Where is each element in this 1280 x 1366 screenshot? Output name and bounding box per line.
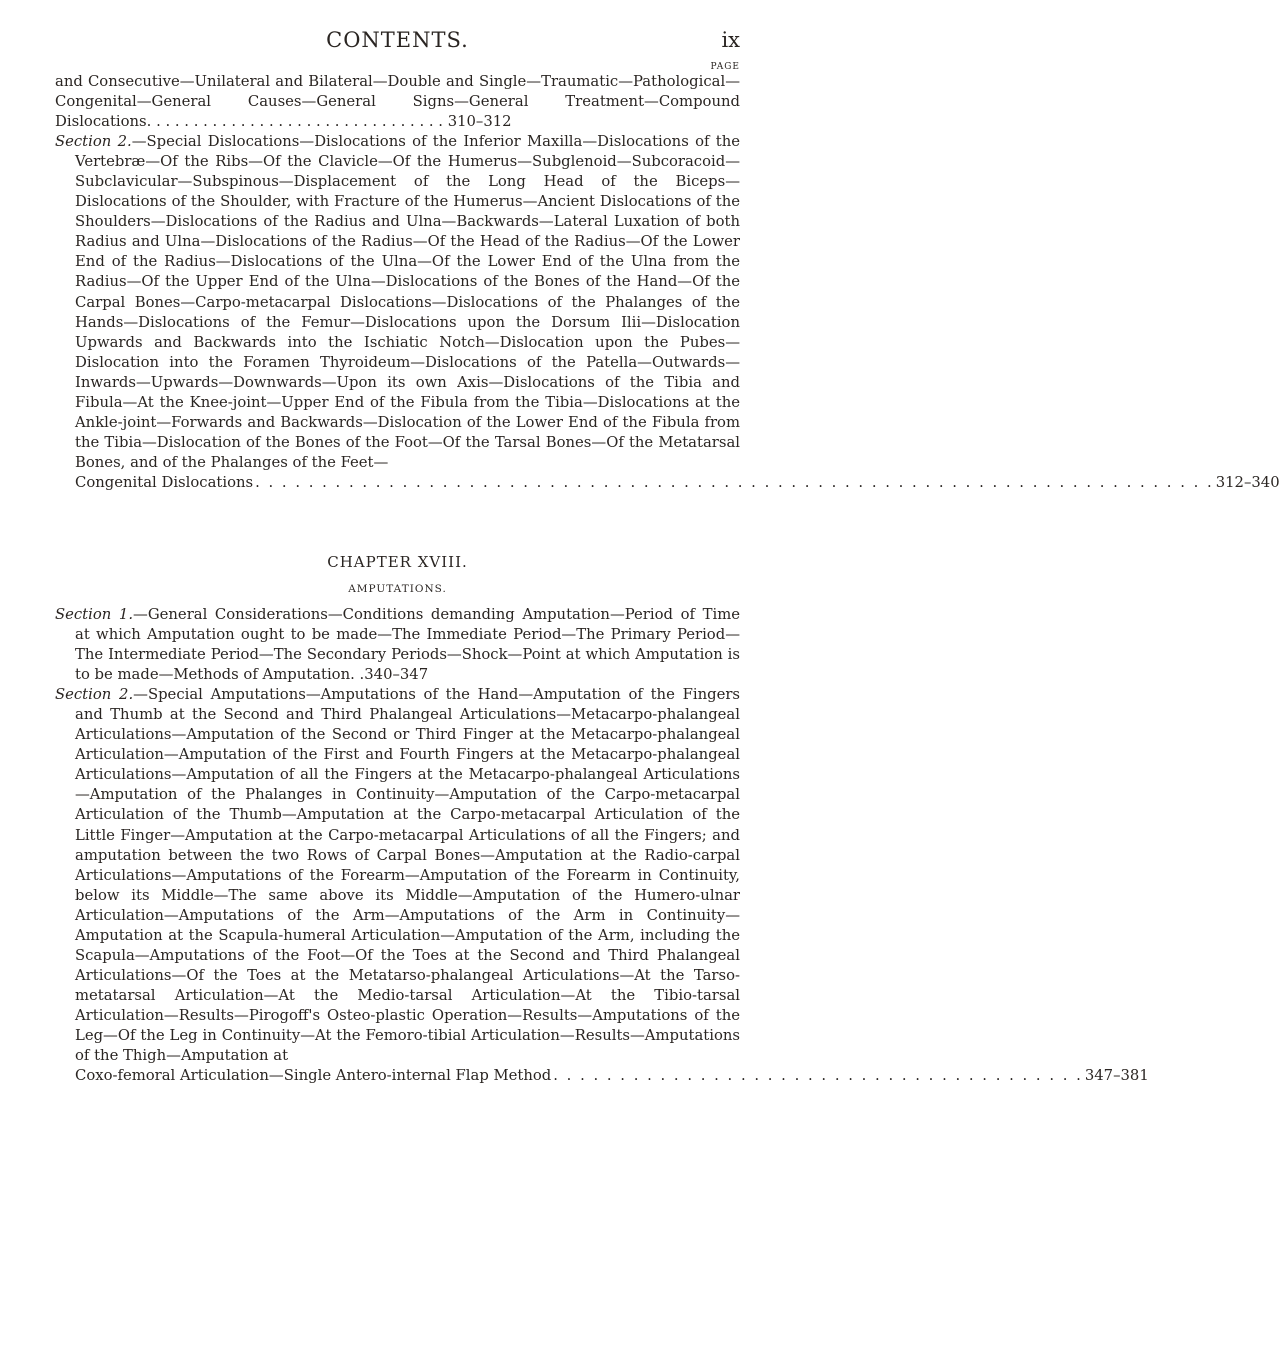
page-column-label: PAGE (710, 62, 740, 72)
running-head (55, 28, 740, 58)
page-range: 310–312 (447, 113, 512, 131)
chapter-heading: CHAPTER XVIII. (327, 552, 468, 571)
dot-leader: . . . . . . . . . . . . . . . . . . . . . . . . . . . . . . . . (146, 113, 448, 131)
entry-text: —Special Amputations—Amputations of the Hand—Amputation of the Fingers and Thumb at the Second and Third Phalangeal Articulations—Metacarpo-phalangeal Articulations—Amputation of the Second or Third Finger at the Metacarpo-phalangeal Articulation—Amputation of the First and Fourth Fingers at the Metacarpo-phalangeal Articulations—Amputation of all the Fingers at the Metacarpo-phalangeal Articulations—Amputation of the Phalanges in Continuity—Amputation of the Carpo-metacarpal Articulation of the Thumb—Amputation at the Carpo-metacarpal Articulation of the Little Finger—Amputation at the Carpo-metacarpal Articulations of all the Fingers; and amputation between the two Rows of Carpal Bones—Amputation at the Radio-carpal Articulations—Amputations of the Forearm—Amputation of the Forearm in Continuity, below its Middle—The same above its Middle—Amputation of the Humero-ulnar Articulation—Amputations of the Arm—Amputations of the Arm in Continuity—Amputation at the Scapula-humeral Articulation—Amputation of the Arm, including the Scapula—Amputations of the Foot—Of the Toes at the Second and Third Phalangeal Articulations—Of the Toes at the Metatarso-phalangeal Articulations—At the Tarso-metatarsal Articulation—At the Medio-tarsal Articulation—At the Tibio-tarsal Articulation—Results—Pirogoff's Osteo-plastic Operation—Results—Amputations of the Leg—Of the Leg in Continuity—At the Femoro-tibial Articulation—Results—Amputations of the Thigh—Amputation at (75, 686, 741, 1065)
dot-leader: . . . . . . . . . . . . . . . . . . . . . . . . . . . . . . . . . . . . . . . . (553, 1067, 1083, 1085)
toc-entry-section-2-dislocations (55, 132, 740, 473)
page-range: 340–347 (364, 666, 429, 684)
section-label: Section 1. (55, 605, 134, 623)
page-number: ix (721, 28, 740, 52)
toc-entry-section-2-amputations (55, 685, 740, 1066)
toc-entry-last-line (55, 473, 1280, 493)
toc-entry-section-1-amputations (55, 605, 740, 685)
running-title: CONTENTS. (326, 28, 469, 52)
section-label: Section 2. (55, 133, 132, 151)
chapter-subtitle: AMPUTATIONS. (348, 582, 447, 595)
entry-text: and Consecutive—Unilateral and Bilateral—Double and Single—Traumatic—Pathological—Congenital—General Causes—General Signs—General Treatment—Compound Dislocations (55, 73, 740, 131)
dot-leader: . . . . . . . . . . . . . . . . . . . . . . . . . . . . . . . . . . . . . . . . . . . . . . . . . . . . . . . . . . . . . . . . . . . . . . . . (255, 473, 1214, 491)
section-label: Section 2. (55, 686, 134, 704)
page-range: 312–340 (1215, 473, 1280, 491)
entry-text: Congenital Dislocations (75, 473, 254, 491)
toc-entry-continued (55, 72, 740, 132)
page-range: 347–381 (1084, 1067, 1149, 1085)
toc-entry-last-line (55, 1066, 1149, 1086)
entry-text: —General Considerations—Conditions demanding Amputation—Period of Time at which Amputation ought to be made—The Immediate Period—The Primary Period—The Intermediate Period—The Secondary Periods—Shock—Point at which Amputation is to be made—Methods of Amputation. . (75, 605, 740, 684)
entry-text: Coxo-femoral Articulation—Single Antero-internal Flap Method (75, 1067, 552, 1085)
entry-text: —Special Dislocations—Dislocations of the Inferior Maxilla—Dislocations of the Vertebræ—Of the Ribs—Of the Clavicle—Of the Humerus—Subglenoid—Subcoracoid—Subclavicular—Subspinous—Displacement of the Long Head of the Biceps—Dislocations of the Shoulder, with Fracture of the Humerus—Ancient Dislocations of the Shoulders—Dislocations of the Radius and Ulna—Backwards—Lateral Luxation of both Radius and Ulna—Dislocations of the Radius—Of the Head of the Radius—Of the Lower End of the Radius—Dislocations of the Ulna—Of the Lower End of the Ulna from the Radius—Of the Upper End of the Ulna—Dislocations of the Bones of the Hand—Of the Carpal Bones—Carpo-metacarpal Dislocations—Dislocations of the Phalanges of the Hands—Dislocations of the Femur—Dislocations upon the Dorsum Ilii—Dislocation Upwards and Backwards into the Ischiatic Notch—Dislocation upon the Pubes—Dislocation into the Foramen Thyroideum—Dislocations of the Patella—Outwards—Inwards—Upwards—Downwards—Upon its own Axis—Dislocations of the Tibia and Fibula—At the Knee-joint—Upper End of the Fibula from the Tibia—Dislocations at the Ankle-joint—Forwards and Backwards—Dislocation of the Lower End of the Fibula from the Tibia—Dislocation of the Bones of the Foot—Of the Tarsal Bones—Of the Metatarsal Bones, and of the Phalanges of the Feet— (75, 133, 741, 471)
